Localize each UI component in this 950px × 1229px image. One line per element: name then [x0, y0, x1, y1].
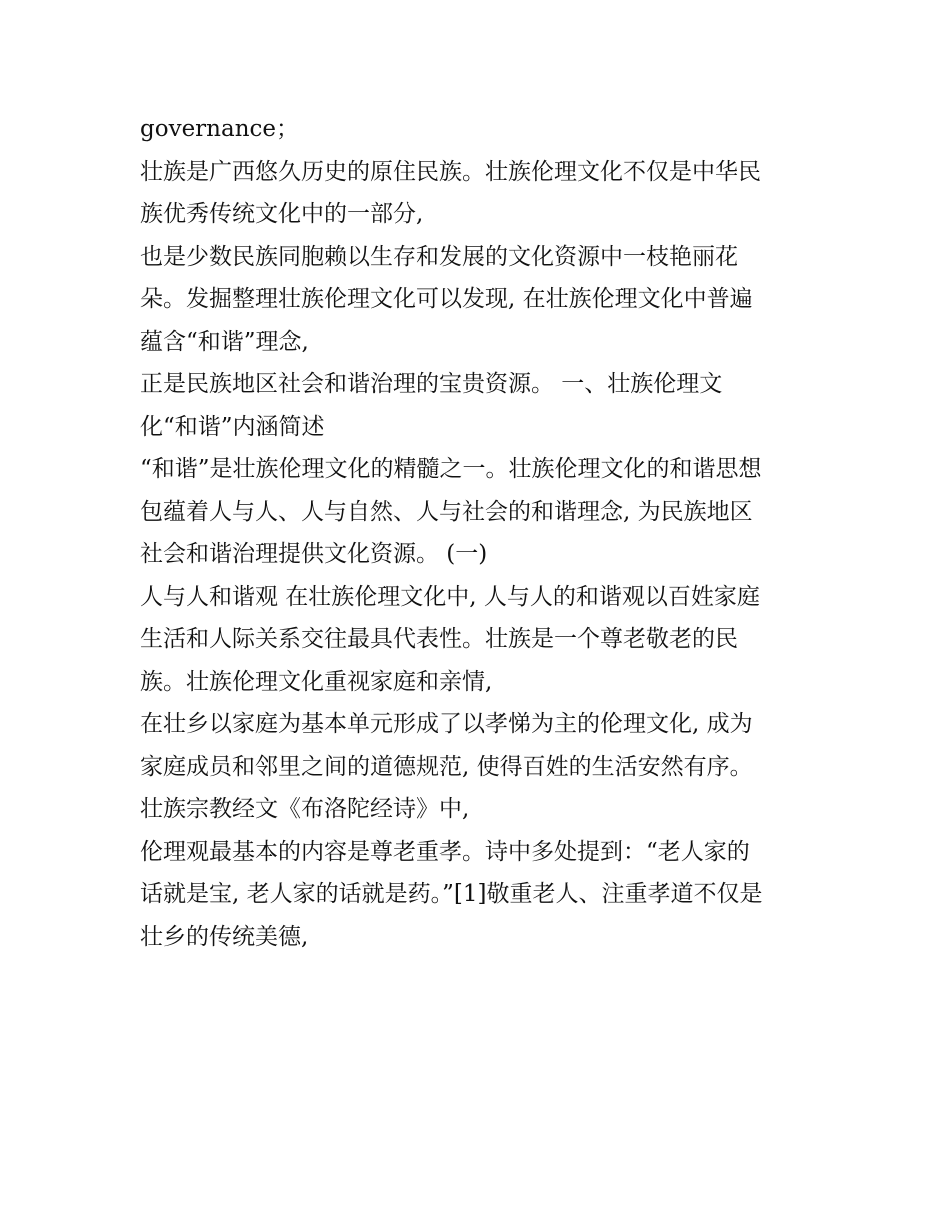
text-line: 族。壮族伦理文化重视家庭和亲情,: [140, 668, 493, 695]
text-line: 壮族宗教经文《布洛陀经诗》中,: [140, 796, 470, 822]
text-line: 壮乡的传统美德,: [140, 923, 309, 950]
text-line: 社会和谐治理提供文化资源。 (一): [140, 541, 488, 567]
text-line: 在壮乡以家庭为基本单元形成了以孝悌为主的伦理文化, 成为: [140, 711, 753, 737]
text-line: 伦理观最基本的内容是尊老重孝。诗中多处提到：“老人家的: [140, 838, 750, 865]
text-line: 壮族是广西悠久历史的原住民族。壮族伦理文化不仅是中华民: [140, 158, 761, 185]
text-line: 蕴含“和谐”理念,: [140, 328, 309, 355]
text-line: 族优秀传统文化中的一部分,: [140, 201, 424, 227]
text-line: 化“和谐”内涵简述: [140, 413, 325, 440]
text-line: 包蕴着人与人、人与自然、人与社会的和谐理念, 为民族地区: [140, 498, 753, 525]
text-line: “和谐”是壮族伦理文化的精髓之一。壮族伦理文化的和谐思想: [140, 456, 762, 482]
text-line: 家庭成员和邻里之间的道德规范, 使得百姓的生活安然有序。: [140, 753, 753, 780]
text-line: governance；: [140, 116, 300, 142]
body-text: [140, 108, 820, 958]
text-line: 人与人和谐观 在壮族伦理文化中, 人与人的和谐观以百姓家庭: [140, 583, 760, 610]
text-line: 生活和人际关系交往最具代表性。壮族是一个尊老敬老的民: [140, 626, 738, 652]
text-line: 朵。发掘整理壮族伦理文化可以发现, 在壮族伦理文化中普遍: [140, 286, 753, 312]
text-line: 也是少数民族同胞赖以生存和发展的文化资源中一枝艳丽花: [140, 243, 738, 270]
text-line: 话就是宝, 老人家的话就是药。”[1]敬重老人、注重孝道不仅是: [140, 881, 763, 907]
text-line: 正是民族地区社会和谐治理的宝贵资源。 一、壮族伦理文: [140, 371, 723, 397]
